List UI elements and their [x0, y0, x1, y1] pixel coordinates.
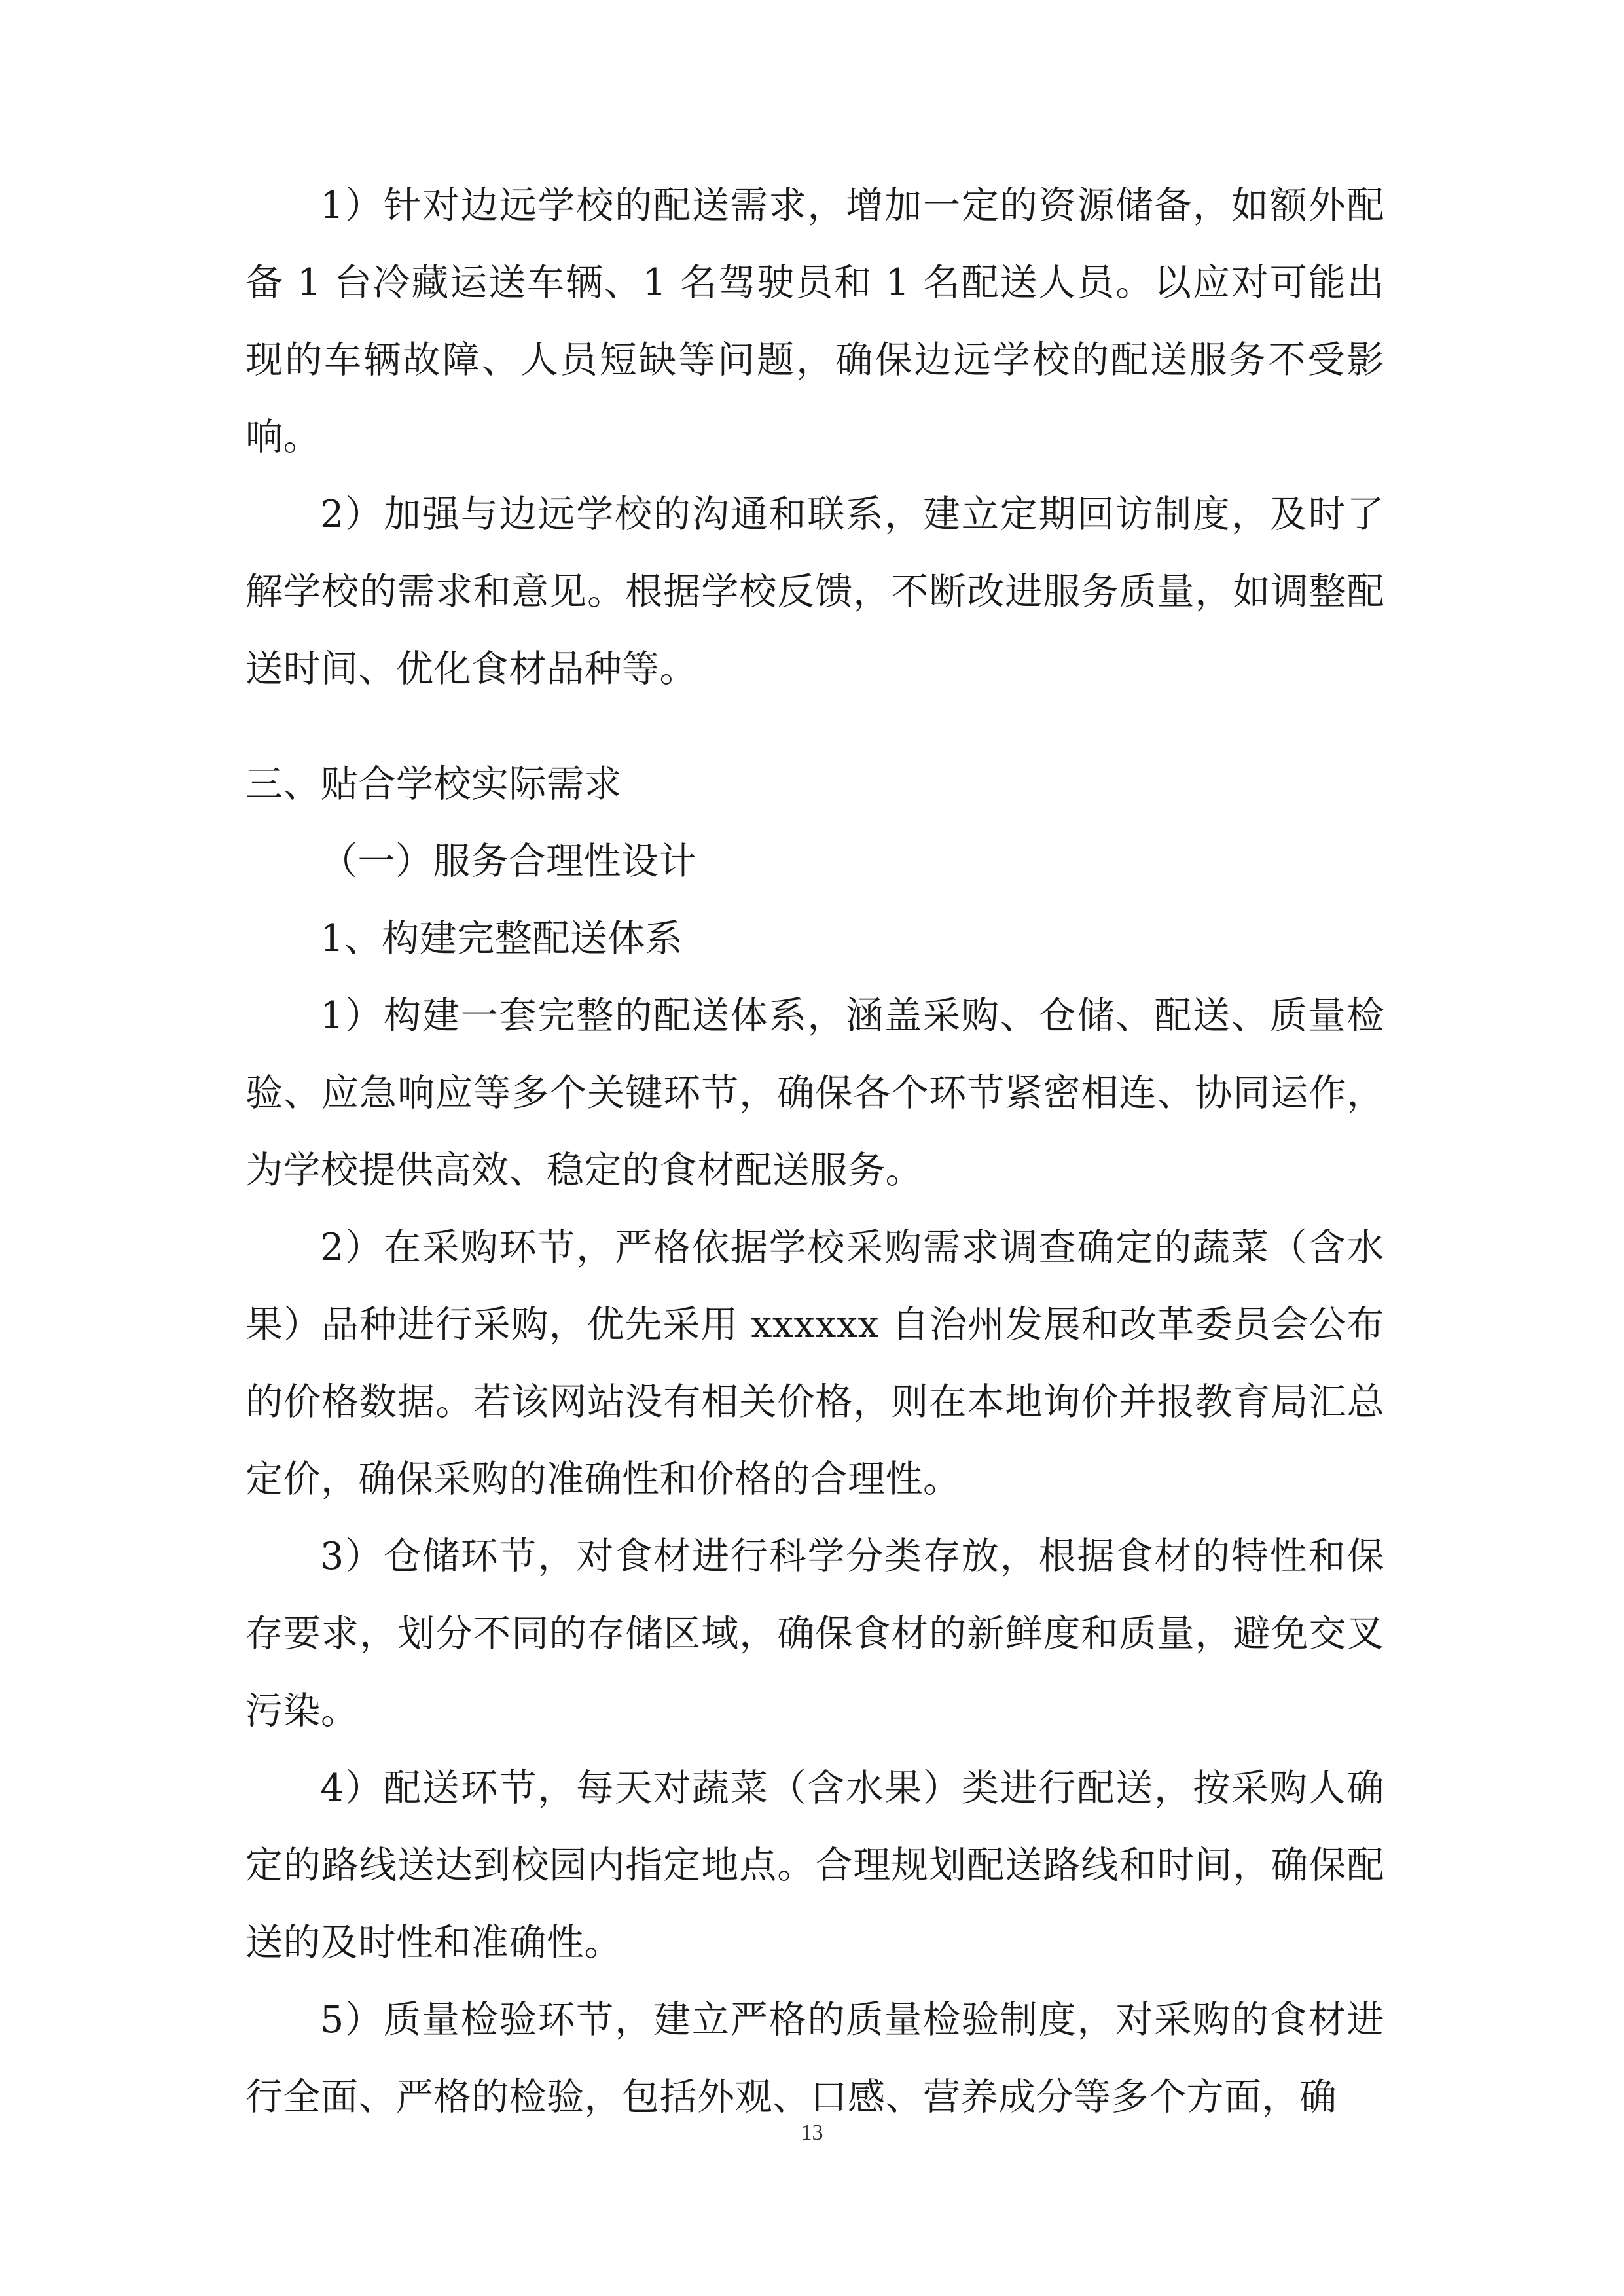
paragraph-remote-school-reserve: 1）针对边远学校的配送需求，增加一定的资源储备，如额外配备 1 台冷藏运送车辆、1 名驾驶员和 1 名配送人员。以应对可能出现的车辆故障、人员短缺等问题，确保边远学校的配送服务不受影响。 [245, 184, 1384, 459]
page-number: 13 [801, 2121, 823, 2145]
paragraph-delivery: 4）配送环节，每天对蔬菜（含水果）类进行配送，按采购人确定的路线送达到校园内指定地点。合理规划配送路线和时间，确保配送的及时性和准确性。 [245, 1767, 1384, 1964]
paragraph-delivery-system: 1）构建一套完整的配送体系，涵盖采购、仓储、配送、质量检验、应急响应等多个关键环节，确保各个环节紧密相连、协同运作，为学校提供高效、稳定的食材配送服务。 [245, 994, 1384, 1192]
paragraph-quality-inspection: 5）质量检验环节，建立严格的质量检验制度，对采购的食材进行全面、严格的检验，包括外观、口感、营养成分等多个方面，确 [245, 1998, 1384, 2119]
paragraph-procurement: 2）在采购环节，严格依据学校采购需求调查确定的蔬菜（含水果）品种进行采购，优先采用 xxxxxx 自治州发展和改革委员会公布的价格数据。若该网站没有相关价格，则在本地询价并报教育局汇总定价，确保采购的准确性和价格的合理性。 [245, 1226, 1384, 1501]
item-heading: 1、构建完整配送体系 [320, 917, 683, 960]
document-body [245, 167, 1384, 2136]
section-heading: 三、贴合学校实际需求 [245, 762, 622, 806]
paragraph-remote-school-communication: 2）加强与边远学校的沟通和联系，建立定期回访制度，及时了解学校的需求和意见。根据学校反馈，不断改进服务质量，如调整配送时间、优化食材品种等。 [245, 493, 1384, 691]
paragraph-storage: 3）仓储环节，对食材进行科学分类存放，根据食材的特性和保存要求，划分不同的存储区域，确保食材的新鲜度和质量，避免交叉污染。 [245, 1535, 1384, 1732]
subsection-heading: （一）服务合理性设计 [320, 840, 696, 883]
